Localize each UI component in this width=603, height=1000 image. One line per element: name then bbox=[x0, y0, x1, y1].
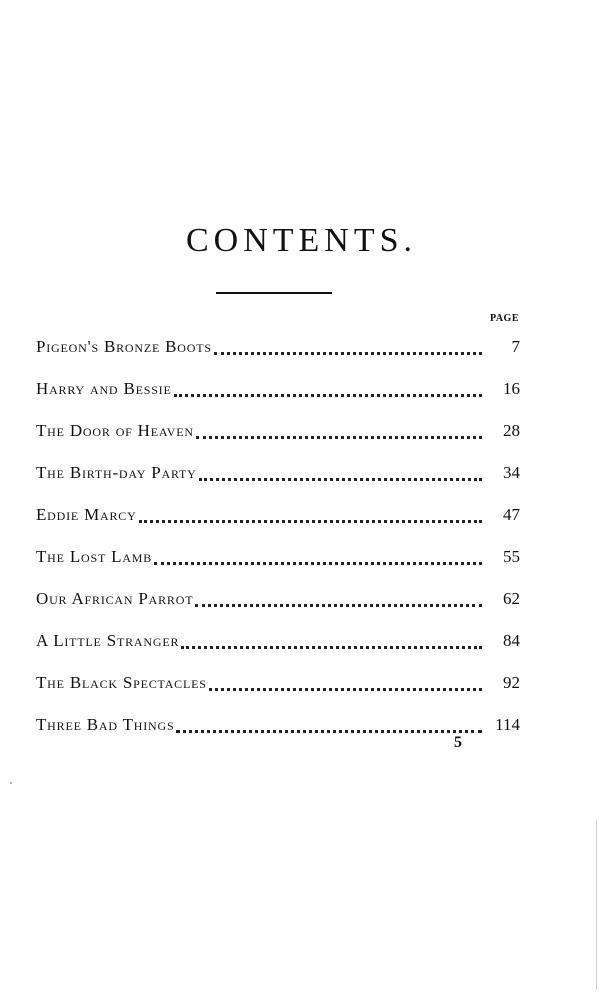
toc-entry bbox=[36, 494, 520, 536]
toc-entry-page: 114 bbox=[495, 715, 520, 734]
toc-entry-page: 92 bbox=[503, 673, 520, 692]
page-edge-shadow bbox=[596, 820, 597, 990]
toc-entry-page: 62 bbox=[503, 589, 520, 608]
toc-entry-title: The Black Spectacles bbox=[36, 673, 207, 692]
table-of-contents bbox=[36, 326, 520, 746]
page-number: 5 bbox=[454, 734, 462, 751]
toc-entry-title: The Lost Lamb bbox=[36, 547, 153, 566]
toc-entry bbox=[36, 662, 520, 704]
toc-entry bbox=[36, 326, 520, 368]
toc-entry-title: Pigeon's Bronze Boots bbox=[36, 337, 212, 356]
toc-entry-title: Eddie Marcy bbox=[36, 505, 137, 524]
toc-entry bbox=[36, 704, 520, 746]
toc-entry-title: A Little Stranger bbox=[36, 631, 180, 650]
toc-entry-title: The Birth-day Party bbox=[36, 463, 197, 482]
toc-entry bbox=[36, 452, 520, 494]
paper-speck bbox=[10, 782, 12, 784]
dot-leader bbox=[209, 688, 482, 691]
toc-entry-page: 16 bbox=[503, 379, 520, 398]
contents-heading: CONTENTS. bbox=[185, 222, 418, 259]
toc-entry bbox=[36, 578, 520, 620]
dot-leader bbox=[174, 394, 482, 397]
dot-leader bbox=[199, 478, 482, 481]
toc-entry-title: Harry and Bessie bbox=[36, 379, 172, 398]
toc-entry-title: Three Bad Things bbox=[36, 715, 175, 734]
dot-leader bbox=[181, 646, 482, 649]
toc-entry bbox=[36, 620, 520, 662]
toc-entry-page: 55 bbox=[503, 547, 520, 566]
dot-leader bbox=[214, 352, 482, 355]
page-column-header: PAGE bbox=[489, 313, 519, 324]
toc-entry bbox=[36, 368, 520, 410]
toc-entry bbox=[36, 410, 520, 452]
toc-entry bbox=[36, 536, 520, 578]
toc-entry-title: The Door of Heaven bbox=[36, 421, 194, 440]
toc-entry-page: 84 bbox=[503, 631, 520, 650]
dot-leader bbox=[176, 730, 482, 733]
heading-rule bbox=[216, 292, 332, 294]
toc-entry-title: Our African Parrot bbox=[36, 589, 194, 608]
toc-entry-page: 28 bbox=[503, 421, 520, 440]
toc-entry-page: 47 bbox=[503, 505, 520, 524]
dot-leader bbox=[154, 562, 482, 565]
toc-entry-page: 34 bbox=[503, 463, 520, 482]
dot-leader bbox=[139, 520, 482, 523]
toc-entry-page: 7 bbox=[511, 337, 520, 356]
dot-leader bbox=[196, 436, 482, 439]
dot-leader bbox=[195, 604, 482, 607]
